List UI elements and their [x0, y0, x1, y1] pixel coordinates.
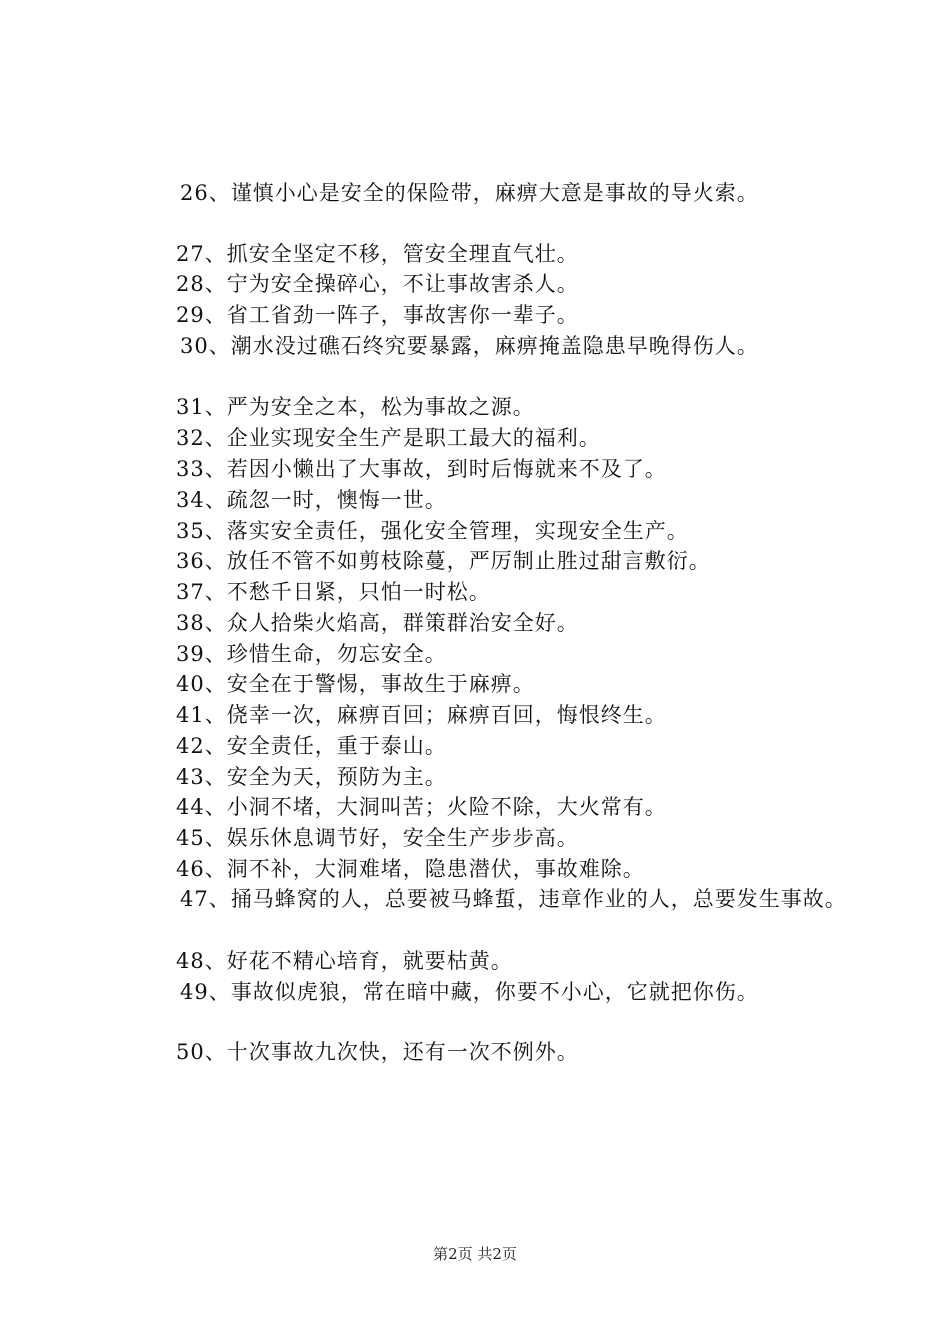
slogan-39: 39、珍惜生命，勿忘安全。 — [176, 642, 447, 666]
slogan-30: 30、潮水没过礁石终究要暴露，麻痹掩盖隐患早晚得伤人。 — [180, 334, 759, 358]
slogan-37: 37、不愁千日紧，只怕一时松。 — [176, 580, 491, 604]
slogan-45: 45、娱乐休息调节好，安全生产步步高。 — [176, 826, 579, 850]
slogan-27: 27、抓安全坚定不移，管安全理直气壮。 — [176, 242, 579, 266]
slogan-42: 42、安全责任，重于泰山。 — [176, 734, 447, 758]
slogan-41: 41、侥幸一次，麻痹百回；麻痹百回，悔恨终生。 — [176, 703, 667, 727]
slogan-43: 43、安全为天，预防为主。 — [176, 765, 447, 789]
slogan-50: 50、十次事故九次快，还有一次不例外。 — [176, 1040, 579, 1064]
slogan-33: 33、若因小懒出了大事故，到时后悔就来不及了。 — [176, 457, 667, 481]
page-footer — [0, 1244, 950, 1264]
slogan-32: 32、企业实现安全生产是职工最大的福利。 — [176, 426, 601, 450]
slogan-29: 29、省工省劲一阵子，事故害你一辈子。 — [176, 303, 579, 327]
slogan-46: 46、洞不补，大洞难堵，隐患潜伏，事故难除。 — [176, 857, 645, 881]
slogan-40: 40、安全在于警惕，事故生于麻痹。 — [176, 672, 535, 696]
slogan-49: 49、事故似虎狼，常在暗中藏，你要不小心，它就把你伤。 — [180, 980, 759, 1004]
page-number-label: 第2页 共2页 — [433, 1245, 517, 1263]
slogan-28: 28、宁为安全操碎心，不让事故害杀人。 — [176, 272, 579, 296]
slogan-44: 44、小洞不堵，大洞叫苦；火险不除，大火常有。 — [176, 795, 667, 819]
slogan-38: 38、众人拾柴火焰高，群策群治安全好。 — [176, 611, 579, 635]
slogan-35: 35、落实安全责任，强化安全管理，实现安全生产。 — [176, 519, 689, 543]
slogan-26: 26、谨慎小心是安全的保险带，麻痹大意是事故的导火索。 — [180, 181, 759, 205]
slogan-36: 36、放任不管不如剪枝除蔓，严厉制止胜过甜言敷衍。 — [176, 549, 711, 573]
slogan-31: 31、严为安全之本，松为事故之源。 — [176, 395, 535, 419]
slogan-48: 48、好花不精心培育，就要枯黄。 — [176, 949, 513, 973]
slogan-34: 34、疏忽一时，懊悔一世。 — [176, 488, 447, 512]
slogan-47: 47、捅马蜂窝的人，总要被马蜂蜇，违章作业的人，总要发生事故。 — [180, 887, 847, 911]
